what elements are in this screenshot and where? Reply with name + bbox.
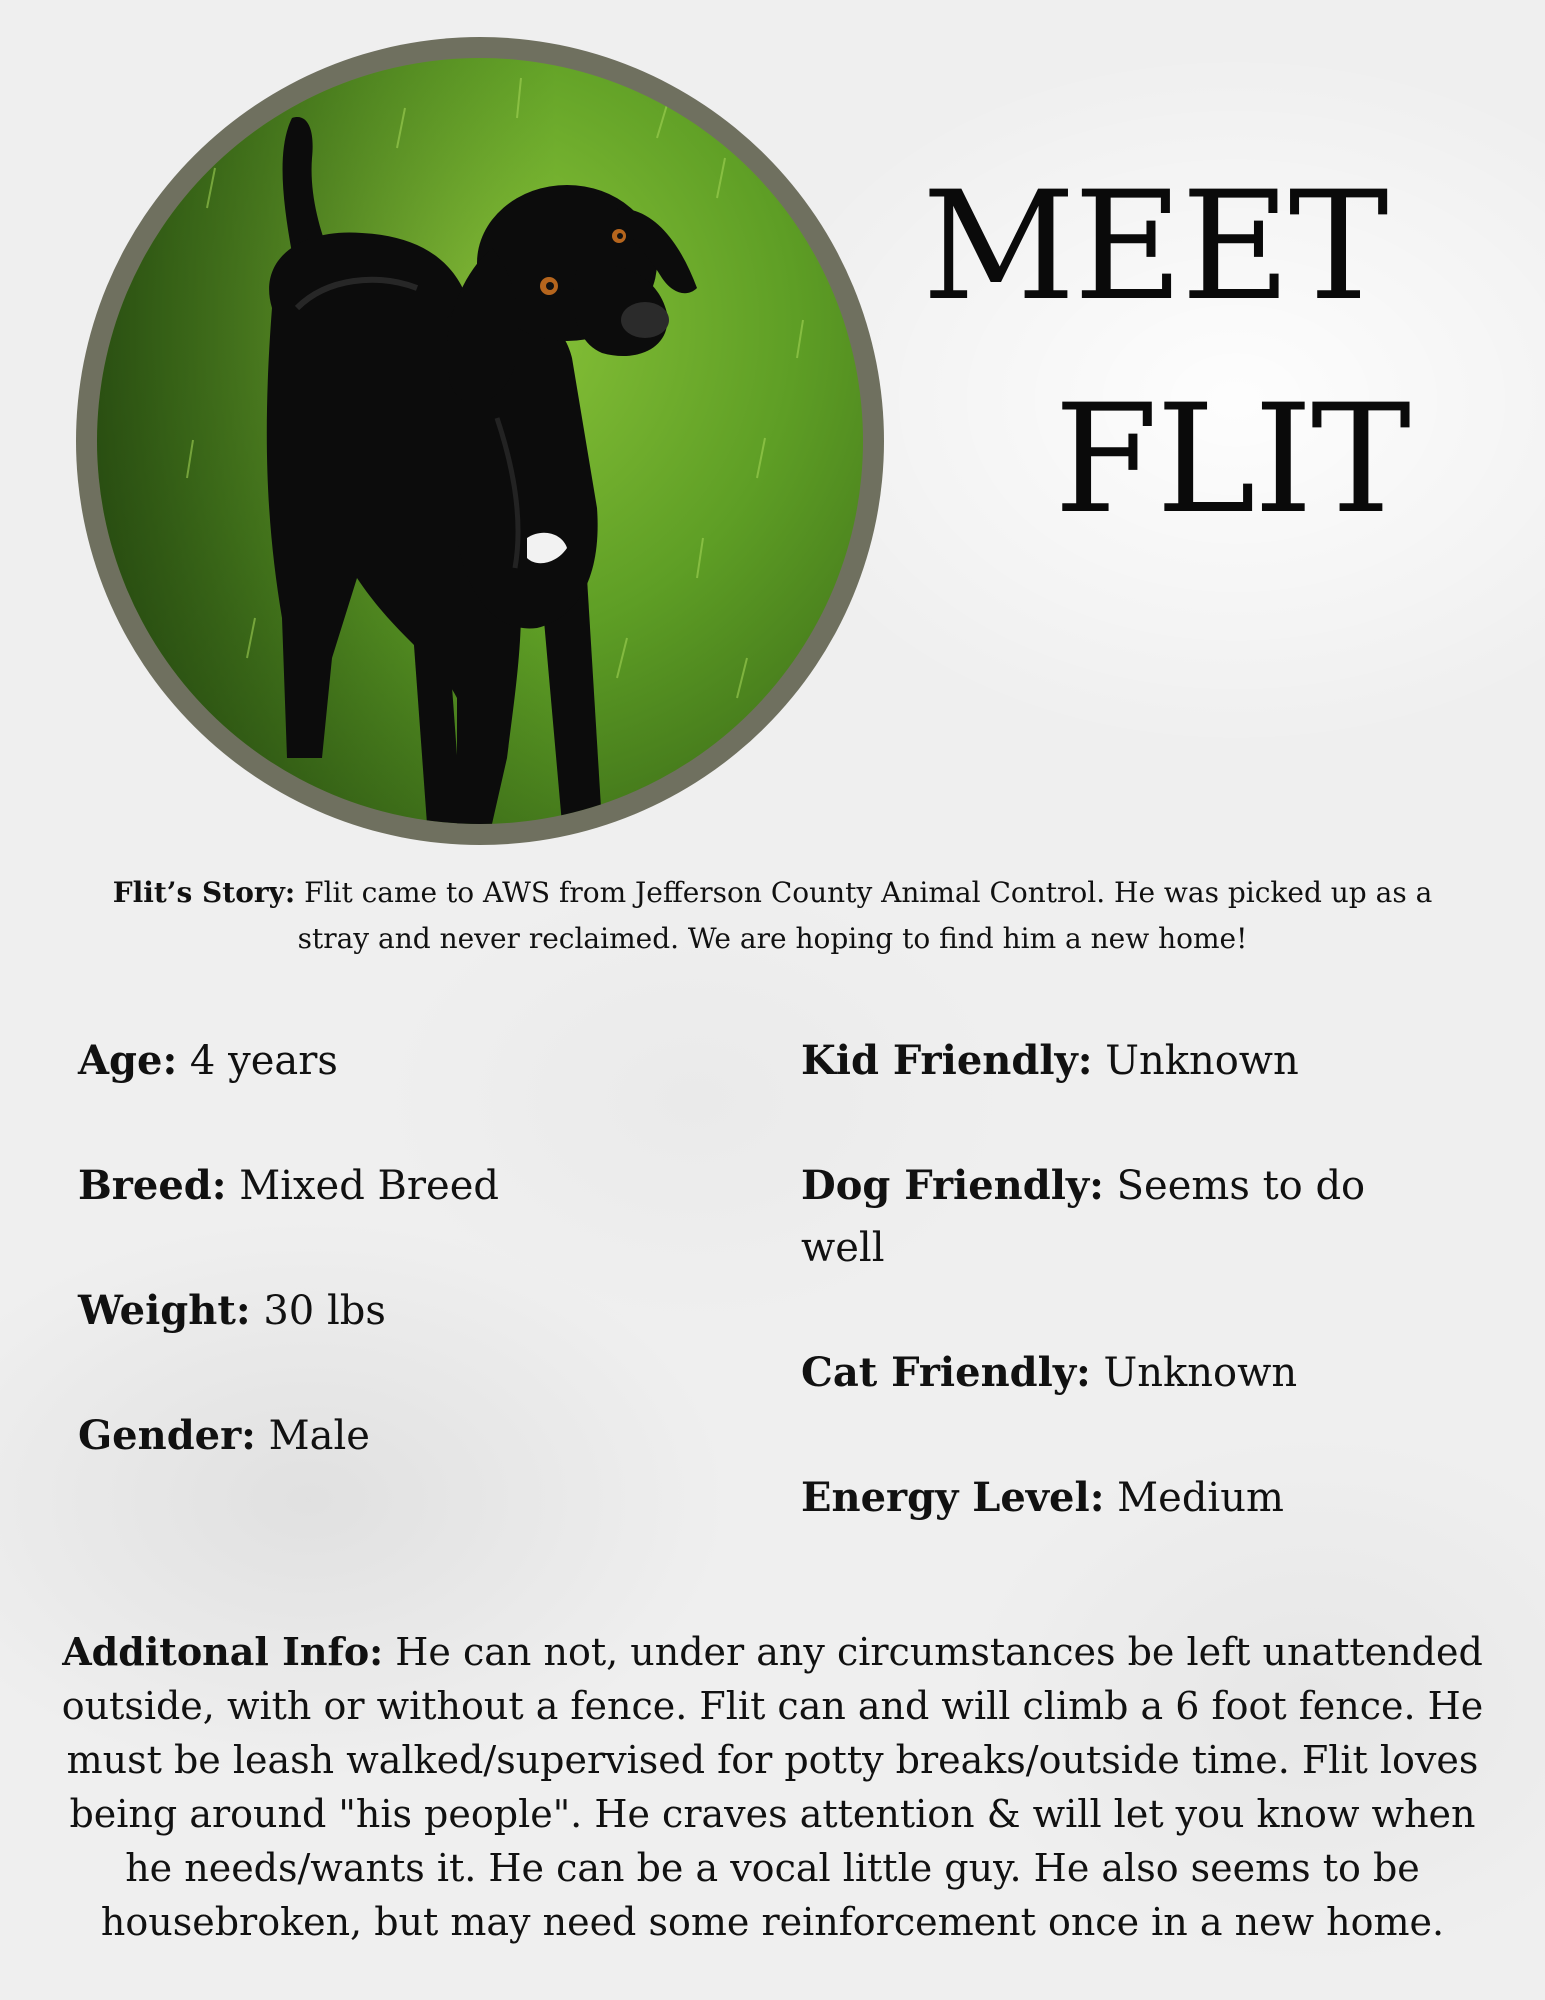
stat-label: Age: (78, 1037, 178, 1084)
stat-value: Mixed Breed (226, 1163, 499, 1209)
additional-info-paragraph (60, 1625, 1485, 1949)
stat-value: 4 years (177, 1038, 338, 1084)
stat-value: Seems to do well (801, 1163, 1366, 1271)
stat-label: Energy Level: (801, 1474, 1105, 1521)
story-text: Flit came to AWS from Jefferson County Animal Control. He was picked up as a stray and never reclaimed. We are hoping to find him a new home! (295, 876, 1433, 955)
dog-photo (97, 58, 863, 824)
stat-label: Cat Friendly: (801, 1349, 1091, 1396)
dog-illustration (97, 58, 863, 824)
stat-value: Medium (1104, 1475, 1284, 1521)
additional-info-text: He can not, under any circumstances be left unattended outside, with or without a fence. Flit can and will climb a 6 foot fence. He must be leash walked/supervised for potty breaks/outside time. Flit loves being around "his people". He craves attention & will let you know when he needs/wants it. He can be a vocal little guy. He also seems to be housebroken, but may need some reinforcement once in a new home. (61, 1630, 1484, 1944)
stat-label: Kid Friendly: (801, 1037, 1093, 1084)
stat-label: Weight: (78, 1287, 251, 1334)
story-label: Flit’s Story: (112, 876, 296, 909)
stat-label: Gender: (78, 1412, 256, 1459)
stat-cat-friendly (801, 1342, 1441, 1404)
stat-value: 30 lbs (250, 1288, 386, 1334)
stats-right-column (801, 1030, 1441, 1592)
photo-frame (76, 37, 884, 845)
stat-label: Breed: (78, 1162, 227, 1209)
stat-value: Unknown (1090, 1350, 1298, 1396)
stat-value: Unknown (1092, 1038, 1299, 1084)
stats-left-column (78, 1030, 758, 1530)
stat-kid-friendly (801, 1030, 1441, 1092)
stat-energy-level (801, 1467, 1441, 1529)
story-paragraph (80, 870, 1465, 962)
title-line-name: FLIT (1054, 373, 1409, 547)
stat-dog-friendly (801, 1155, 1441, 1279)
stat-breed (78, 1155, 758, 1217)
additional-info-label: Additonal Info: (62, 1629, 384, 1674)
stat-gender (78, 1405, 758, 1467)
stat-value: Male (255, 1413, 370, 1459)
stat-weight (78, 1280, 758, 1342)
title-line-meet: MEET (922, 160, 1387, 334)
stat-label: Dog Friendly: (801, 1162, 1104, 1209)
stat-age (78, 1030, 758, 1092)
